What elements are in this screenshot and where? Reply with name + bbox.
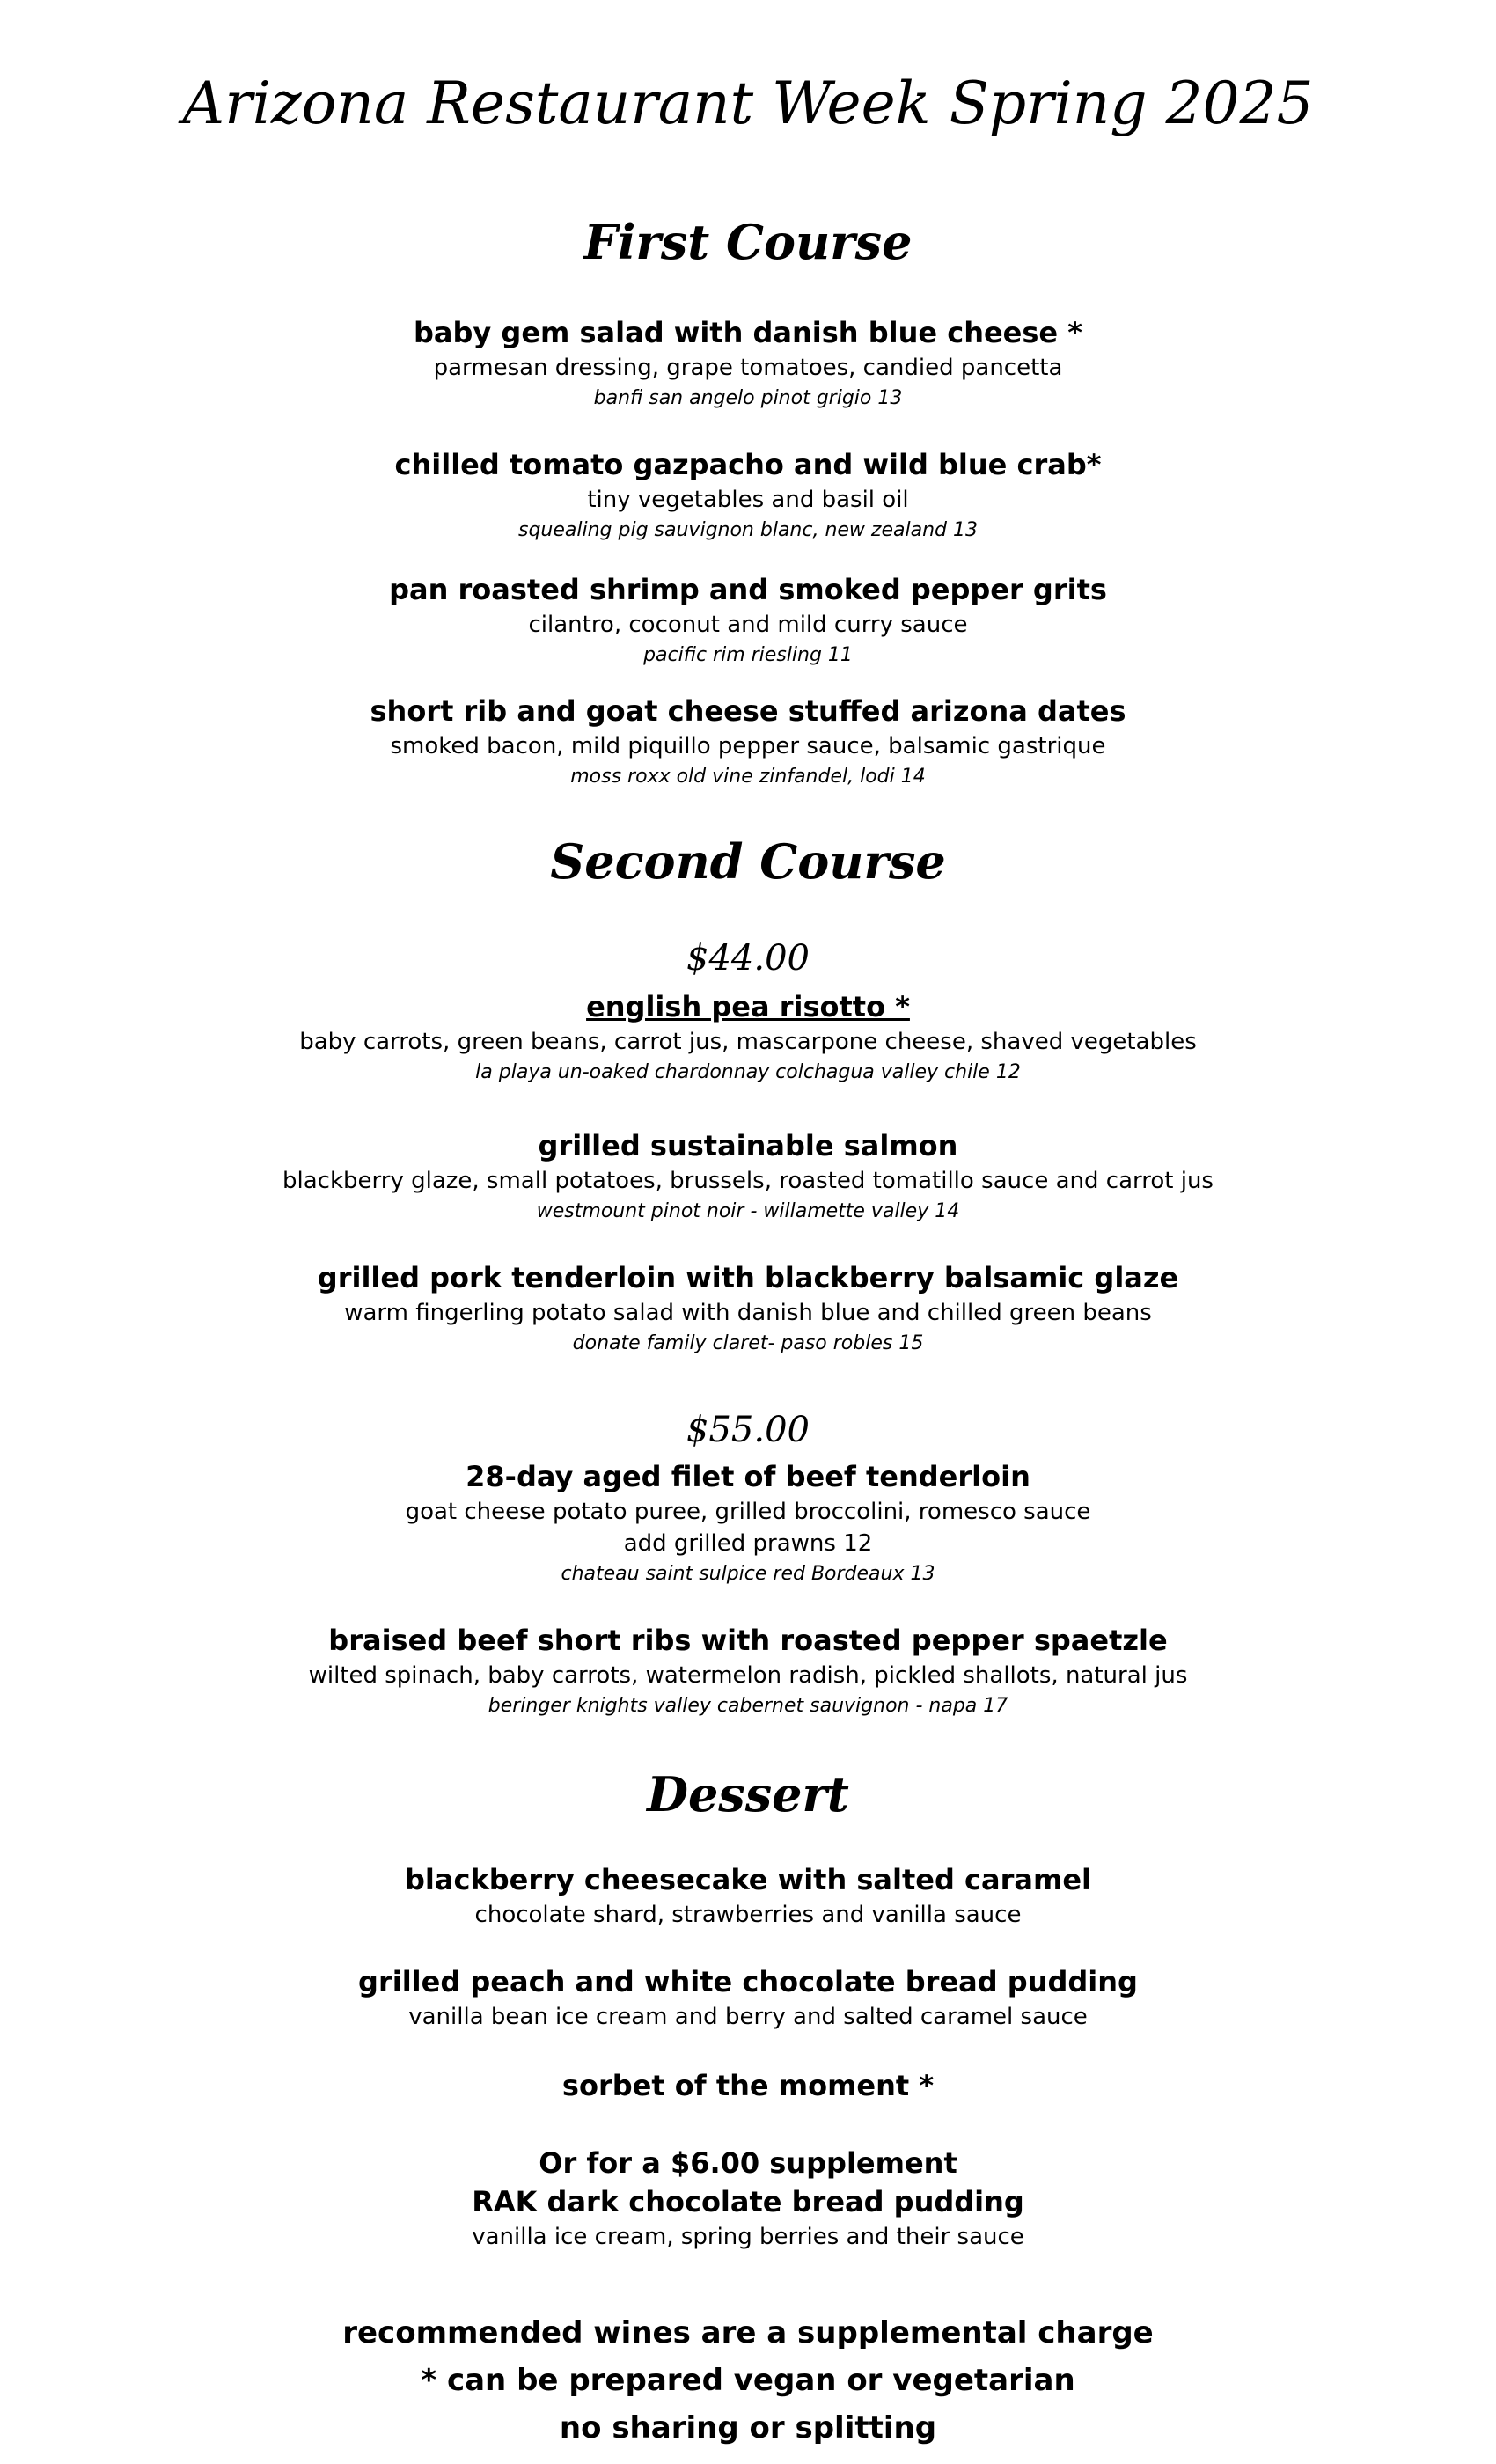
first-course-heading: First Course xyxy=(583,214,913,270)
dish-name: pan roasted shrimp and smoked pepper grits xyxy=(389,573,1107,606)
wine-pairing: banfi san angelo pinot grigio 13 xyxy=(593,387,903,409)
dish-name: blackberry cheesecake with salted caramel xyxy=(405,1863,1091,1896)
wine-pairing: beringer knights valley cabernet sauvignon - napa 17 xyxy=(488,1695,1008,1717)
dish-description: chocolate shard, strawberries and vanilla sauce xyxy=(474,1902,1022,1928)
dish-description: vanilla bean ice cream and berry and salted caramel sauce xyxy=(408,2004,1088,2030)
dish-addon: add grilled prawns 12 xyxy=(623,1530,873,1557)
dish-name: RAK dark chocolate bread pudding xyxy=(472,2185,1024,2218)
dish-description: goat cheese potato puree, grilled broccolini, romesco sauce xyxy=(405,1499,1091,1525)
dish-description: baby carrots, green beans, carrot jus, mascarpone cheese, shaved vegetables xyxy=(299,1029,1197,1055)
dish-name: english pea risotto * xyxy=(586,990,910,1023)
menu-item xyxy=(0,570,1496,671)
menu-item xyxy=(0,1962,1496,2033)
dish-name: grilled peach and white chocolate bread pudding xyxy=(358,1965,1138,1998)
menu-item xyxy=(0,1621,1496,1721)
no-sharing-note: no sharing or splitting xyxy=(559,2410,937,2446)
dish-name: grilled pork tenderloin with blackberry balsamic glaze xyxy=(317,1261,1179,1294)
dish-description: blackberry glaze, small potatoes, brussels, roasted tomatillo sauce and carrot jus xyxy=(282,1168,1214,1194)
dish-name: baby gem salad with danish blue cheese * xyxy=(414,316,1082,349)
dish-name: sorbet of the moment * xyxy=(561,2069,935,2102)
wine-charge-note: recommended wines are a supplemental charge xyxy=(342,2315,1154,2350)
supplement-item xyxy=(0,2144,1496,2253)
menu-item xyxy=(0,445,1496,546)
menu-item xyxy=(0,2066,1496,2105)
wine-pairing: westmount pinot noir - willamette valley 14 xyxy=(536,1200,960,1222)
dish-name: 28-day aged filet of beef tenderloin xyxy=(466,1460,1030,1493)
menu-item xyxy=(0,987,1496,1088)
supplement-label: Or for a $6.00 supplement xyxy=(539,2146,957,2180)
wine-pairing: squealing pig sauvignon blanc, new zealand 13 xyxy=(518,519,978,541)
wine-pairing: donate family claret- paso robles 15 xyxy=(572,1332,924,1354)
menu-item xyxy=(0,313,1496,414)
wine-pairing: la playa un-oaked chardonnay colchagua valley chile 12 xyxy=(475,1061,1021,1083)
dish-name: grilled sustainable salmon xyxy=(538,1129,958,1162)
dish-description: warm fingerling potato salad with danish blue and chilled green beans xyxy=(344,1300,1152,1326)
second-course-heading: Second Course xyxy=(550,833,946,890)
price-tier-44: $44.00 xyxy=(686,938,810,979)
dessert-heading: Dessert xyxy=(647,1766,849,1822)
dish-description: cilantro, coconut and mild curry sauce xyxy=(528,612,968,638)
dish-name: chilled tomato gazpacho and wild blue crab* xyxy=(394,448,1102,481)
wine-pairing: moss roxx old vine zinfandel, lodi 14 xyxy=(570,766,926,788)
menu-item xyxy=(0,692,1496,792)
menu-item xyxy=(0,1126,1496,1227)
wine-pairing: chateau saint sulpice red Bordeaux 13 xyxy=(561,1563,935,1585)
dish-description: smoked bacon, mild piquillo pepper sauce, balsamic gastrique xyxy=(390,733,1106,759)
wine-pairing: pacific rim riesling 11 xyxy=(643,644,853,666)
menu-item xyxy=(0,1457,1496,1589)
dish-description: tiny vegetables and basil oil xyxy=(587,487,909,513)
dish-description: vanilla ice cream, spring berries and their sauce xyxy=(472,2224,1024,2250)
menu-item xyxy=(0,1860,1496,1931)
dish-name: braised beef short ribs with roasted pepper spaetzle xyxy=(328,1624,1168,1657)
price-tier-55: $55.00 xyxy=(686,1410,810,1450)
dish-description: parmesan dressing, grape tomatoes, candied pancetta xyxy=(433,355,1063,381)
dish-name: short rib and goat cheese stuffed arizona dates xyxy=(370,694,1126,728)
vegan-note: * can be prepared vegan or vegetarian xyxy=(421,2363,1075,2398)
dish-description: wilted spinach, baby carrots, watermelon radish, pickled shallots, natural jus xyxy=(308,1662,1188,1689)
menu-item xyxy=(0,1258,1496,1359)
menu-title: Arizona Restaurant Week Spring 2025 xyxy=(182,70,1314,137)
